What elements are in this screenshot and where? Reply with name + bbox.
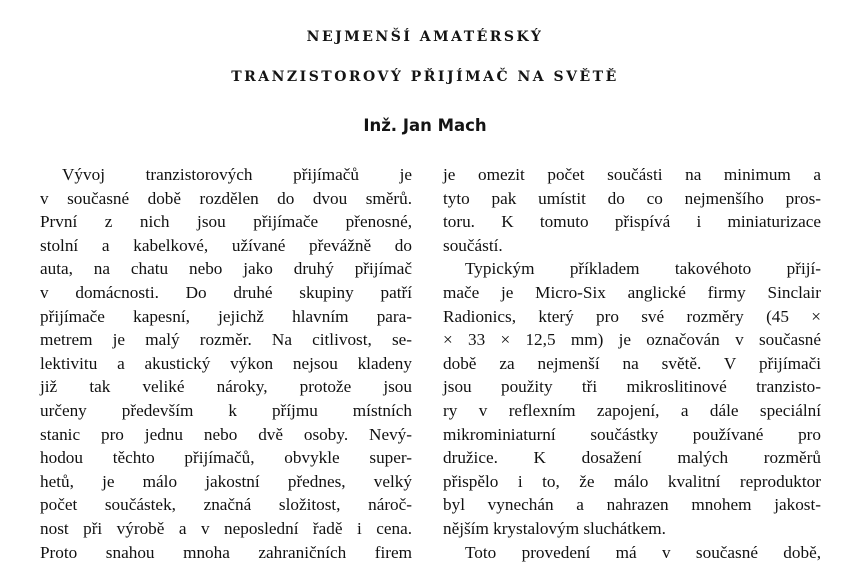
text-line: přispělo i to, že málo kvalitní reproduktor: [443, 470, 821, 494]
text-line: × 33 × 12,5 mm) je označován v současné: [443, 328, 821, 352]
text-line: metrem je malý rozměr. Na citlivost, se-: [40, 328, 412, 352]
text-line: v současné době rozdělen do dvou směrů.: [40, 187, 412, 211]
text-line: družice. K dosažení malých rozměrů: [443, 446, 821, 470]
text-line: mikrominiaturní součástky používané pro: [443, 423, 821, 447]
text-line: stolní a kabelkové, užívané převážně do: [40, 234, 412, 258]
text-line: Proto snahou mnoha zahraničních firem: [40, 541, 412, 564]
text-line: Vývoj tranzistorových přijímačů je: [40, 163, 412, 187]
text-line: hodou těchto přijímačů, obvykle super-: [40, 446, 412, 470]
article-author: Inž. Jan Mach: [0, 116, 850, 135]
text-line: nějším krystalovým sluchátkem.: [443, 517, 821, 541]
text-line: Radionics, který pro své rozměry (45 ×: [443, 305, 821, 329]
text-line: již tak veliké nároky, protože jsou: [40, 375, 412, 399]
text-line: Toto provedení má v současné době,: [443, 541, 821, 564]
article-title-line-2: TRANZISTOROVÝ PŘIJÍMAČ NA SVĚTĚ: [0, 60, 850, 94]
text-line: nost při výrobě a v neposlední řadě i cena.: [40, 517, 412, 541]
text-line: součástí.: [443, 234, 821, 258]
text-line: lektivitu a akustický výkon nejsou kladeny: [40, 352, 412, 376]
text-line: stanic pro jednu nebo dvě osoby. Nevý-: [40, 423, 412, 447]
text-line: byl vynechán a nahrazen mnohem jakost-: [443, 493, 821, 517]
text-line: je omezit počet součásti na minimum a: [443, 163, 821, 187]
text-line: určeny především k příjmu místních: [40, 399, 412, 423]
text-line: jsou použity tři mikroslitinové tranzisto-: [443, 375, 821, 399]
text-line: toru. K tomuto přispívá i miniaturizace: [443, 210, 821, 234]
text-line: době za nejmenší na světě. V přijímači: [443, 352, 821, 376]
article-title-line-1: NEJMENŠÍ AMATÉRSKÝ: [0, 20, 850, 54]
text-line: ry v reflexním zapojení, a dále speciální: [443, 399, 821, 423]
text-line: První z nich jsou přijímače přenosné,: [40, 210, 412, 234]
text-line: v domácnosti. Do druhé skupiny patří: [40, 281, 412, 305]
right-text-column: [443, 163, 821, 564]
text-line: hetů, je málo jakostní přednes, velký: [40, 470, 412, 494]
text-line: mače je Micro-Six anglické firmy Sinclair: [443, 281, 821, 305]
text-line: počet součástek, značná složitost, nároč-: [40, 493, 412, 517]
text-line: tyto pak umístit do co nejmenšího pros-: [443, 187, 821, 211]
text-line: Typickým příkladem takovéhoto přijí-: [443, 257, 821, 281]
text-line: přijímače kapesní, jejichž hlavním para-: [40, 305, 412, 329]
text-line: auta, na chatu nebo jako druhý přijímač: [40, 257, 412, 281]
left-text-column: [40, 163, 412, 564]
